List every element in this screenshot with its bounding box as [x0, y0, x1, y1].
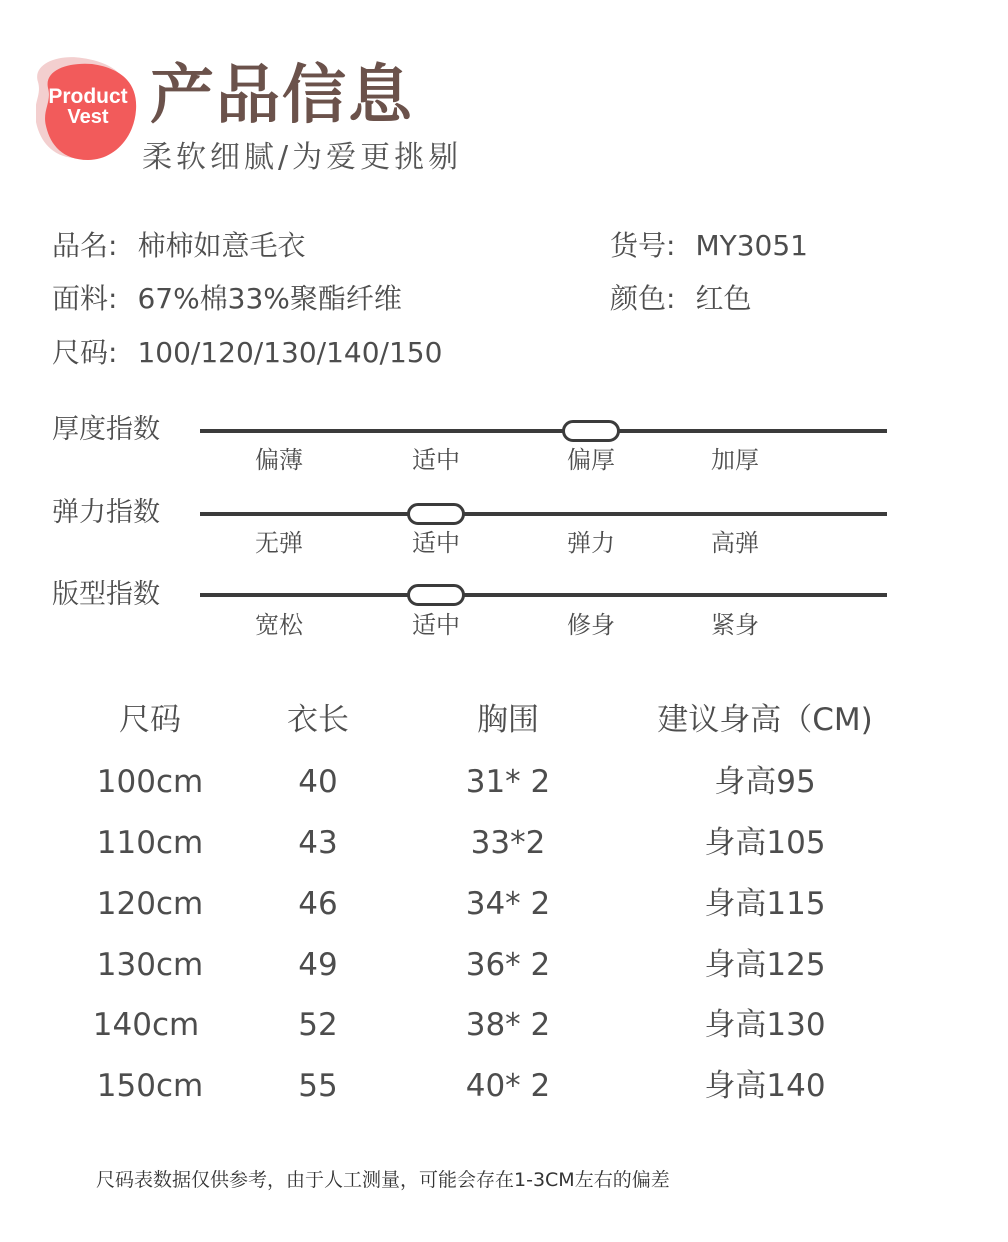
elasticity-label-4: 高弹: [711, 529, 759, 557]
item-no-label: 货号:: [610, 229, 676, 262]
cell-chest: 31* 2: [465, 764, 551, 800]
cell-length: 43: [298, 825, 338, 861]
cell-length: 40: [298, 764, 338, 800]
size-label: 尺码:: [52, 336, 118, 369]
item-no-value: MY3051: [695, 229, 808, 262]
fit-label-4: 紧身: [711, 611, 759, 639]
cell-height: 身高115: [704, 886, 826, 922]
badge-text: [36, 86, 140, 128]
cell-chest: 38* 2: [465, 1007, 551, 1043]
cell-height: 身高125: [704, 947, 826, 983]
cell-chest: 33*2: [470, 825, 546, 861]
cell-height: 身高95: [714, 764, 816, 800]
elasticity-label-1: 无弹: [255, 529, 303, 557]
cell-height: 身高140: [704, 1068, 826, 1104]
info-size: [52, 335, 442, 371]
table-header-height: 建议身高（CM): [657, 702, 873, 738]
thickness-label-4: 加厚: [711, 446, 759, 474]
cell-length: 46: [298, 886, 338, 922]
fit-label-2: 适中: [412, 611, 460, 639]
elasticity-index-marker: [407, 503, 465, 525]
cell-height: 身高105: [704, 825, 826, 861]
cell-length: 49: [298, 947, 338, 983]
cell-size: 140cm: [92, 1007, 200, 1043]
badge-line-2: Vest: [67, 106, 109, 128]
fabric-value: 67%棉33%聚酯纤维: [137, 282, 402, 315]
cell-size: 100cm: [96, 764, 204, 800]
name-label: 品名:: [52, 229, 118, 262]
color-label: 颜色:: [610, 282, 676, 315]
info-name: [52, 228, 305, 264]
cell-chest: 34* 2: [465, 886, 551, 922]
product-vest-badge: [36, 56, 140, 166]
fabric-label: 面料:: [52, 282, 118, 315]
fit-index-title: 版型指数: [52, 579, 160, 610]
cell-length: 52: [298, 1007, 338, 1043]
cell-length: 55: [298, 1068, 338, 1104]
thickness-label-2: 适中: [412, 446, 460, 474]
fit-index-marker: [407, 584, 465, 606]
cell-chest: 36* 2: [465, 947, 551, 983]
info-item-no: [610, 228, 808, 264]
cell-size: 110cm: [96, 825, 204, 861]
name-value: 柿柿如意毛衣: [137, 229, 306, 262]
info-fabric: [52, 281, 402, 317]
size-value: 100/120/130/140/150: [137, 336, 443, 369]
thickness-index-marker: [562, 420, 620, 442]
elasticity-label-2: 适中: [412, 529, 460, 557]
fit-label-1: 宽松: [255, 611, 303, 639]
table-header-size: 尺码: [119, 702, 181, 738]
fit-label-3: 修身: [567, 611, 615, 639]
badge-line-1: Product: [48, 85, 128, 108]
table-header-length: 衣长: [287, 702, 349, 738]
thickness-index-title: 厚度指数: [52, 414, 160, 445]
cell-height: 身高130: [704, 1007, 826, 1043]
color-value: 红色: [695, 282, 752, 315]
elasticity-label-3: 弹力: [567, 529, 615, 557]
thickness-label-3: 偏厚: [567, 446, 615, 474]
cell-chest: 40* 2: [465, 1068, 551, 1104]
cell-size: 130cm: [96, 947, 204, 983]
cell-size: 150cm: [96, 1068, 204, 1104]
info-color: [610, 281, 751, 317]
thickness-label-1: 偏薄: [255, 446, 303, 474]
elasticity-index-title: 弹力指数: [52, 497, 160, 528]
table-header-chest: 胸围: [477, 702, 539, 738]
fit-index-track: [200, 593, 887, 597]
page-subtitle: 柔软细腻/为爱更挑剔: [142, 140, 463, 175]
elasticity-index-track: [200, 512, 887, 516]
cell-size: 120cm: [96, 886, 204, 922]
thickness-index-track: [200, 429, 887, 433]
measurement-note: 尺码表数据仅供参考，由于人工测量，可能会存在1-3CM左右的偏差: [96, 1169, 670, 1191]
page-title: 产品信息: [150, 59, 414, 133]
